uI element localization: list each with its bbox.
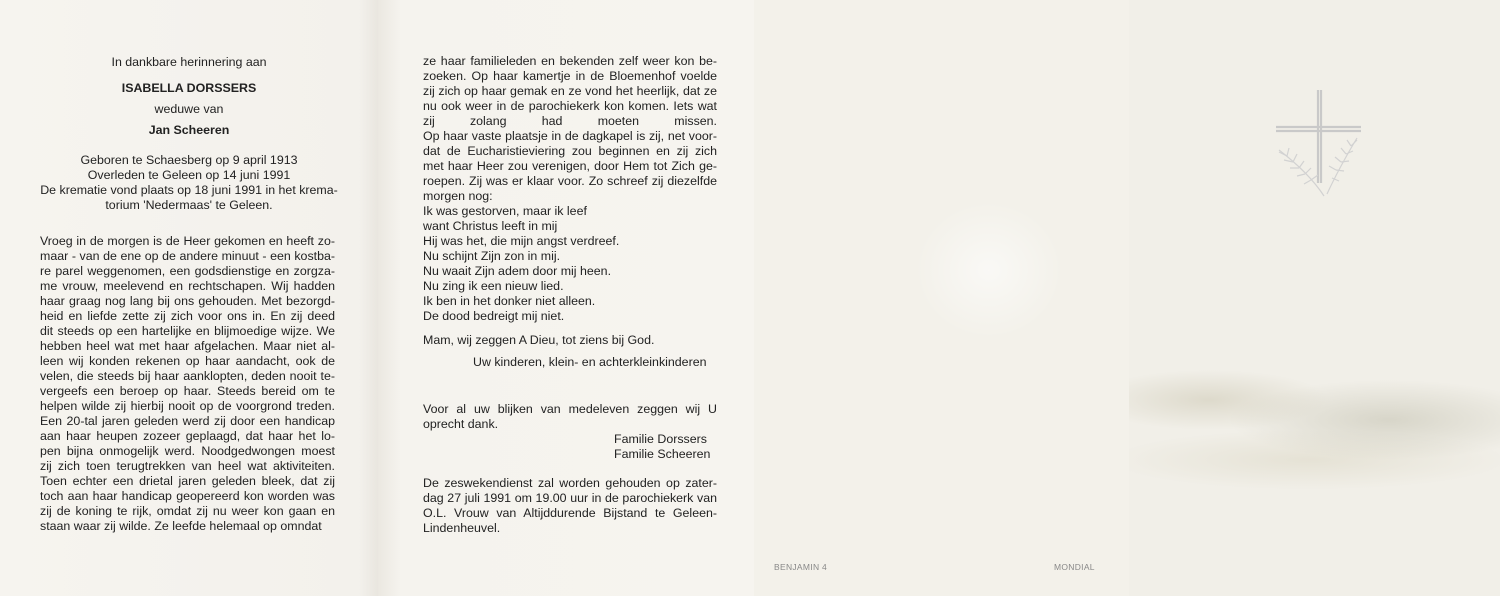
printer-mark-right: MONDIAL (1054, 562, 1095, 572)
printer-mark-left: BENJAMIN 4 (774, 562, 828, 572)
tribute-line: leen wij konden rekenen op haar aandacht, ook de (40, 354, 335, 368)
tribute-line: maar - van de ene op de andere minuut - een kostba- (40, 249, 335, 263)
continuation-line: morgen nog: (423, 189, 493, 203)
cremation-line-2: torium 'Nedermaas' te Geleen. (105, 198, 273, 212)
continuation-line: nu ook weer in de parochiekerk kon komen. Iets wat (423, 99, 717, 113)
tribute-line: me vrouw, meelevend en rechtschapen. Wij hadden (40, 279, 335, 293)
service-paragraph (423, 476, 717, 536)
blank-inner-panel (754, 0, 1129, 596)
tribute-line: velen, die steeds bij haar aanklopten, deden nooit te- (40, 369, 335, 383)
poem (423, 204, 619, 324)
farewell-line: Mam, wij zeggen A Dieu, tot ziens bij God. (423, 333, 655, 347)
death-line: Overleden te Geleen op 14 juni 1991 (87, 168, 291, 182)
continuation-line: zoeken. Op haar kamertje in de Bloemenhof voelde (423, 69, 717, 83)
relation-line: weduwe van (154, 102, 224, 116)
poem-line: De dood bedreigt mij niet. (423, 309, 565, 323)
right-text-panel (378, 0, 754, 596)
spouse-name: Jan Scheeren (148, 123, 230, 137)
tribute-line: heid en liefde zette zij zich voor ons in. En zij deed (40, 309, 335, 323)
dates-block (0, 153, 378, 213)
poem-line: Ik was gestorven, maar ik leef (423, 204, 587, 218)
tribute-line: pen bijna onmogelijk werd. Noodgedwongen moest (40, 444, 335, 458)
service-line: O.L. Vrouw van Altijddurende Bijstand te Geleen- (423, 506, 717, 520)
tribute-line: zij zich toen terugtrekken van heel wat aktiviteiten. (40, 459, 335, 473)
birth-line: Geboren te Schaesberg op 9 april 1913 (80, 153, 298, 167)
tribute-line: re parel weggenomen, een godsdienstige en zorgza- (40, 264, 335, 278)
thanks-line: Voor al uw blijken van medeleven zeggen wij U (423, 402, 717, 416)
tribute-line: toch aan haar handicap geopereerd kon worden was (40, 489, 335, 503)
poem-line: Nu schijnt Zijn zon in mij. (423, 249, 561, 263)
continuation-line: Op haar vaste plaatsje in de dagkapel is zij, net voor- (423, 129, 717, 143)
poem-line: Nu zing ik een nieuw lied. (423, 279, 564, 293)
tribute-line: haar graag nog lang bij ons gehouden. Met bezorgd- (40, 294, 335, 308)
tribute-line: helpen wilde zij hierbij nooit op de voorgrond treden. (40, 399, 335, 413)
continuation-line: zij zich op haar gemak en ze vond het heerlijk, dat ze (423, 84, 717, 98)
tribute-line: vergeefs een beroep op haar. Steeds bereid om te (40, 384, 335, 398)
continuation-line: zij zolang had moeten missen. (423, 114, 717, 128)
watercolor-landscape (1129, 360, 1500, 510)
service-line: dag 27 juli 1991 om 19.00 uur in de parochiekerk van (423, 491, 717, 505)
tribute-line: hebben heel wat met haar afgelachen. Maar niet al- (40, 339, 335, 353)
family-signoff: Uw kinderen, klein- en achterkleinkinderen (473, 355, 707, 369)
tribute-line: staan waar zij wilde. Ze leefde helemaal op omndat (40, 519, 322, 533)
continuation-line: ze haar familieleden en bekenden zelf weer kon be- (423, 54, 717, 68)
poem-line: want Christus leeft in mij (423, 219, 558, 233)
tribute-paragraph (40, 234, 335, 534)
family-dorssers: Familie Dorssers (614, 432, 707, 446)
poem-line: Nu waait Zijn adem door mij heen. (423, 264, 612, 278)
tribute-line: zij de koning te rijk, omdat zij nu weer kon gaan en (40, 504, 335, 518)
family-scheeren: Familie Scheeren (614, 447, 711, 461)
tribute-line: dit steeds op een hartelijke en blijmoedige wijze. We (40, 324, 335, 338)
poem-line: Ik ben in het donker niet alleen. (423, 294, 596, 308)
continuation-line: dat de Eucharistieviering zou beginnen en zij zich (423, 144, 717, 158)
service-line: De zeswekendienst zal worden gehouden op zater- (423, 476, 717, 490)
poem-line: Hij was het, die mijn angst verdreef. (423, 234, 620, 248)
tribute-line: Een 20-tal jaren geleden werd zij door een handicap (40, 414, 335, 428)
thanks-paragraph (423, 402, 717, 432)
deceased-name: ISABELLA DORSSERS (121, 81, 257, 95)
tribute-line: Vroeg in de morgen is de Heer gekomen en heeft zo- (40, 234, 335, 248)
cremation-line: De krematie vond plaats op 18 juni 1991 in het krema- (40, 183, 338, 197)
thanks-line: oprecht dank. (423, 417, 499, 431)
cover-panel (1129, 0, 1500, 596)
continuation-paragraph (423, 54, 717, 204)
intro-line: In dankbare herinnering aan (111, 55, 267, 69)
continuation-line: roepen. Zij was er klaar voor. Zo schreef zij diezelfde (423, 174, 717, 188)
left-text-panel (0, 0, 378, 596)
tribute-line: aan haar heupen zozeer geplaagd, dat haar het lo- (40, 429, 335, 443)
service-line: Lindenheuvel. (423, 521, 501, 535)
cross-with-palm-icon (1269, 88, 1369, 203)
continuation-line: met haar Heer zou verenigen, door Hem tot Zich ge- (423, 159, 717, 173)
embossed-shape (914, 200, 1064, 340)
tribute-line: Toen echter een drietal jaren geleden bleek, dat zij (40, 474, 335, 488)
